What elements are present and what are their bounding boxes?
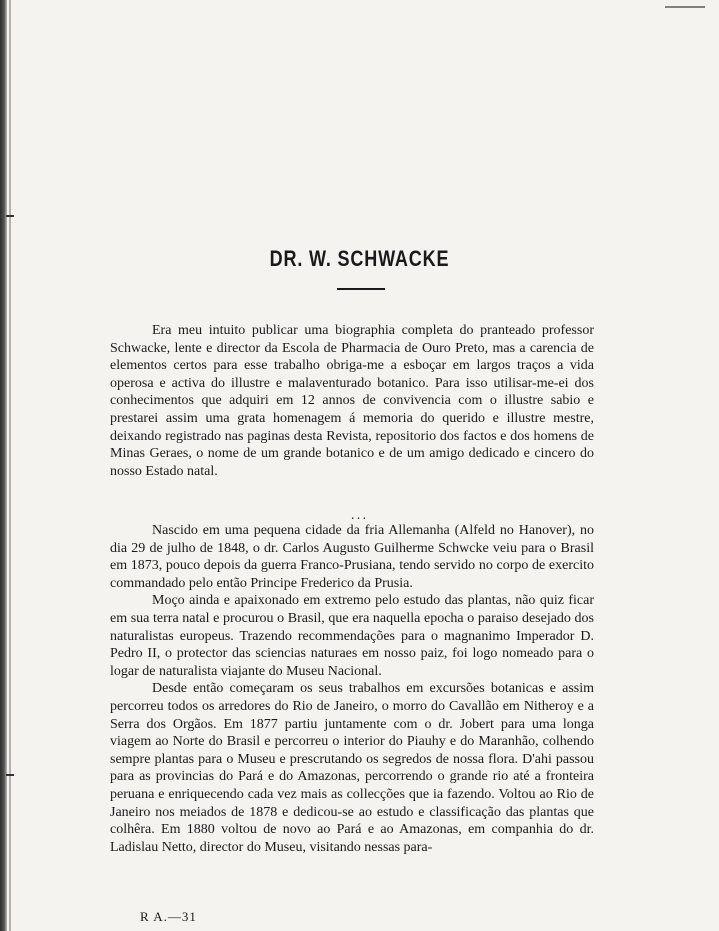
title-rule [337, 288, 385, 290]
page-signature: R A.—31 [140, 909, 197, 924]
section-separator: ... [350, 508, 369, 522]
paragraph: Desde então começaram os seus trabalhos em excursões botanicas e assim percorreu todos os arredores do Rio de Janeiro, o morro do Cavallão em Nitheroy e a Serra dos Orgãos. Em 1877 partiu juntamente com o dr. Jobert para uma longa viagem ao Norte do Brasil e percorreu o interior do Piauhy e do Maranhão, colhendo sempre plantas para o Museu e prescrutando os segredos de nossa flora. D'ahi passou para as provincias do Pará e do Amazonas, percorrendo o grande rio até a fronteira peruana e enriquecendo cada vez mais as collecções que ia fazendo. Voltou ao Rio de Janeiro nos meiados de 1878 e dedicou-se ao estudo e classificação das plantas que colhêra. Em 1880 voltou de novo ao Pará e ao Amazonas, em companhia do dr. Ladislau Netto, director do Museu, visitando nessas para- [110, 681, 594, 855]
paragraph: Moço ainda e apaixonado em extremo pelo estudo das plantas, não quiz ficar em sua terra natal e procurou o Brasil, que era naquella epocha o paraiso desejado dos naturalistas europeus. Trazendo recommendações para o magnanimo Imperador D. Pedro II, o protector das sciencias naturaes em nosso paiz, foi logo nomeado para o logar de naturalista viajante do Museu Nacional. [110, 593, 594, 679]
margin-tick [6, 774, 14, 776]
book-spine-shadow [0, 0, 7, 931]
paragraph: Era meu intuito publicar uma biographia completa do pranteado professor Schwacke, lente e director da Escola de Pharmacia de Ouro Preto, mas a carencia de elementos certos para esse trabalho obriga-me a esboçar em largos traços a vida operosa e activa do illustre e malaventurado botanico. Para isso utilisar-me-ei dos conhecimentos que adquiri em 12 annos de convivencia com o illustre sabio e prestarei assim uma grata homenagem á memoria do querido e illustre mestre, deixando registrado nas paginas desta Revista, repositorio dos factos e dos homens de Minas Geraes, o nome de um grande botanico e de um amigo dedicado e cincero do nosso Estado natal. [110, 323, 594, 479]
main-section [110, 522, 594, 856]
intro-section [110, 322, 594, 480]
margin-tick [6, 215, 14, 217]
article-title: DR. W. SCHWACKE [269, 246, 450, 271]
margin-line [9, 0, 11, 931]
paragraph: Nascido em uma pequena cidade da fria Allemanha (Alfeld no Hanover), no dia 29 de julho de 1848, o dr. Carlos Augusto Guilherme Schwcke veiu para o Brasil em 1873, pouco depois da guerra Franco-Prusiana, tendo servido no corpo de exercito commandado pelo então Principe Frederico da Prusia. [110, 523, 594, 591]
corner-mark [665, 0, 705, 8]
